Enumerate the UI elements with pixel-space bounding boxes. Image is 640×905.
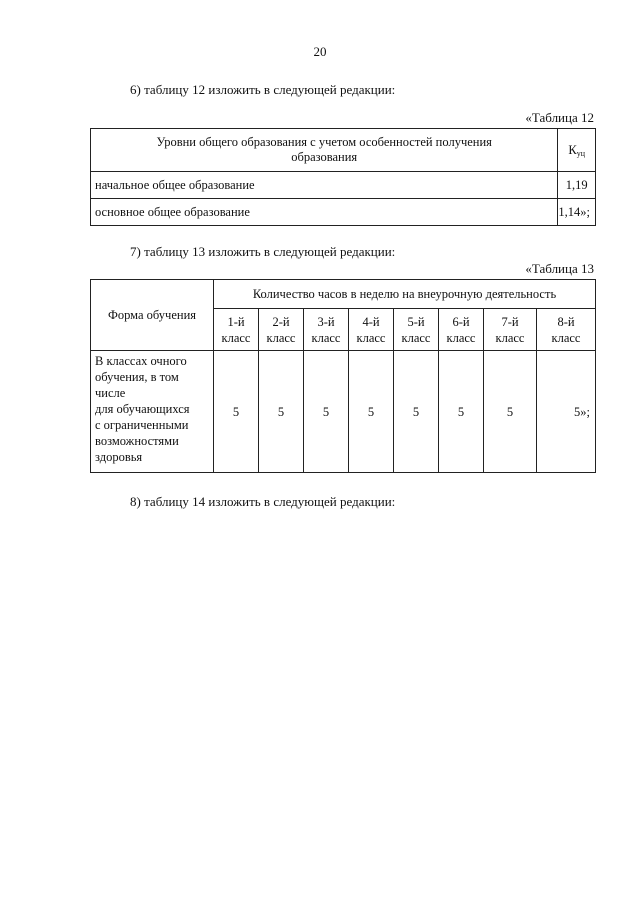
table-13-value-cell: 5: [214, 351, 259, 473]
table-13-value-cell: 5: [259, 351, 304, 473]
table-12-header-levels: Уровни общего образования с учетом особенностей получения образования: [91, 129, 558, 172]
coefficient-symbol: К: [568, 142, 577, 157]
table-13-grade-header: [394, 309, 439, 351]
grade-word: класс: [311, 330, 341, 345]
grade-number: 4-й: [362, 314, 380, 329]
grade-word: класс: [551, 330, 581, 345]
row-label-line: с ограниченными: [95, 418, 189, 432]
table-13-grade-header: [214, 309, 259, 351]
grade-word: класс: [356, 330, 386, 345]
table-13-header-hours: Количество часов в неделю на внеурочную деятельность: [214, 280, 596, 309]
table-13-grade-header: [439, 309, 484, 351]
paragraph-6: 6) таблицу 12 изложить в следующей редакции:: [130, 82, 396, 97]
table-12-level-cell: основное общее образование: [91, 199, 558, 226]
table-12: [90, 128, 596, 226]
table-row: [91, 172, 596, 199]
table-13-grade-header: [259, 309, 304, 351]
grade-number: 5-й: [407, 314, 425, 329]
grade-number: 2-й: [272, 314, 290, 329]
table-13-header-form: Форма обучения: [91, 280, 214, 351]
row-label-line: числе: [95, 386, 126, 400]
table-13-value-cell: 5: [394, 351, 439, 473]
grade-number: 3-й: [317, 314, 335, 329]
table-12-caption: «Таблица 12: [525, 110, 594, 125]
table-13-value-cell: 5: [304, 351, 349, 473]
table-row: [91, 199, 596, 226]
table-13-grade-header: [349, 309, 394, 351]
table-13-value-cell: 5: [439, 351, 484, 473]
table-13-caption: «Таблица 13: [525, 261, 594, 276]
coefficient-subscript: уц: [576, 148, 585, 158]
table-12-value-cell: 1,19: [558, 172, 596, 199]
table-13-value-cell: 5: [349, 351, 394, 473]
table-13-grade-header: [537, 309, 596, 351]
table-13-value-cell: 5: [484, 351, 537, 473]
row-label-line: для обучающихся: [95, 402, 190, 416]
paragraph-7: 7) таблицу 13 изложить в следующей редакции:: [130, 244, 396, 259]
grade-word: класс: [221, 330, 251, 345]
table-13-value-cell: 5»;: [537, 351, 596, 473]
table-12-value-cell: 1,14»;: [558, 199, 596, 226]
grade-number: 7-й: [501, 314, 519, 329]
table-13-grade-header: [484, 309, 537, 351]
row-label-line: здоровья: [95, 450, 143, 464]
grade-word: класс: [446, 330, 476, 345]
table-13: [90, 279, 596, 473]
grade-number: 8-й: [557, 314, 575, 329]
table-13-row-label: [91, 351, 214, 473]
page-number: 20: [313, 44, 327, 59]
row-label-line: возможностями: [95, 434, 179, 448]
table-13-grade-header: [304, 309, 349, 351]
table-row: [91, 351, 596, 473]
grade-word: класс: [401, 330, 431, 345]
table-12-level-cell: начальное общее образование: [91, 172, 558, 199]
paragraph-8: 8) таблицу 14 изложить в следующей редакции:: [130, 494, 396, 509]
table-12-header-coefficient: [558, 129, 596, 172]
grade-number: 1-й: [227, 314, 245, 329]
grade-number: 6-й: [452, 314, 470, 329]
grade-word: класс: [266, 330, 296, 345]
row-label-line: обучения, в том: [95, 370, 179, 384]
grade-word: класс: [495, 330, 525, 345]
row-label-line: В классах очного: [95, 354, 187, 368]
